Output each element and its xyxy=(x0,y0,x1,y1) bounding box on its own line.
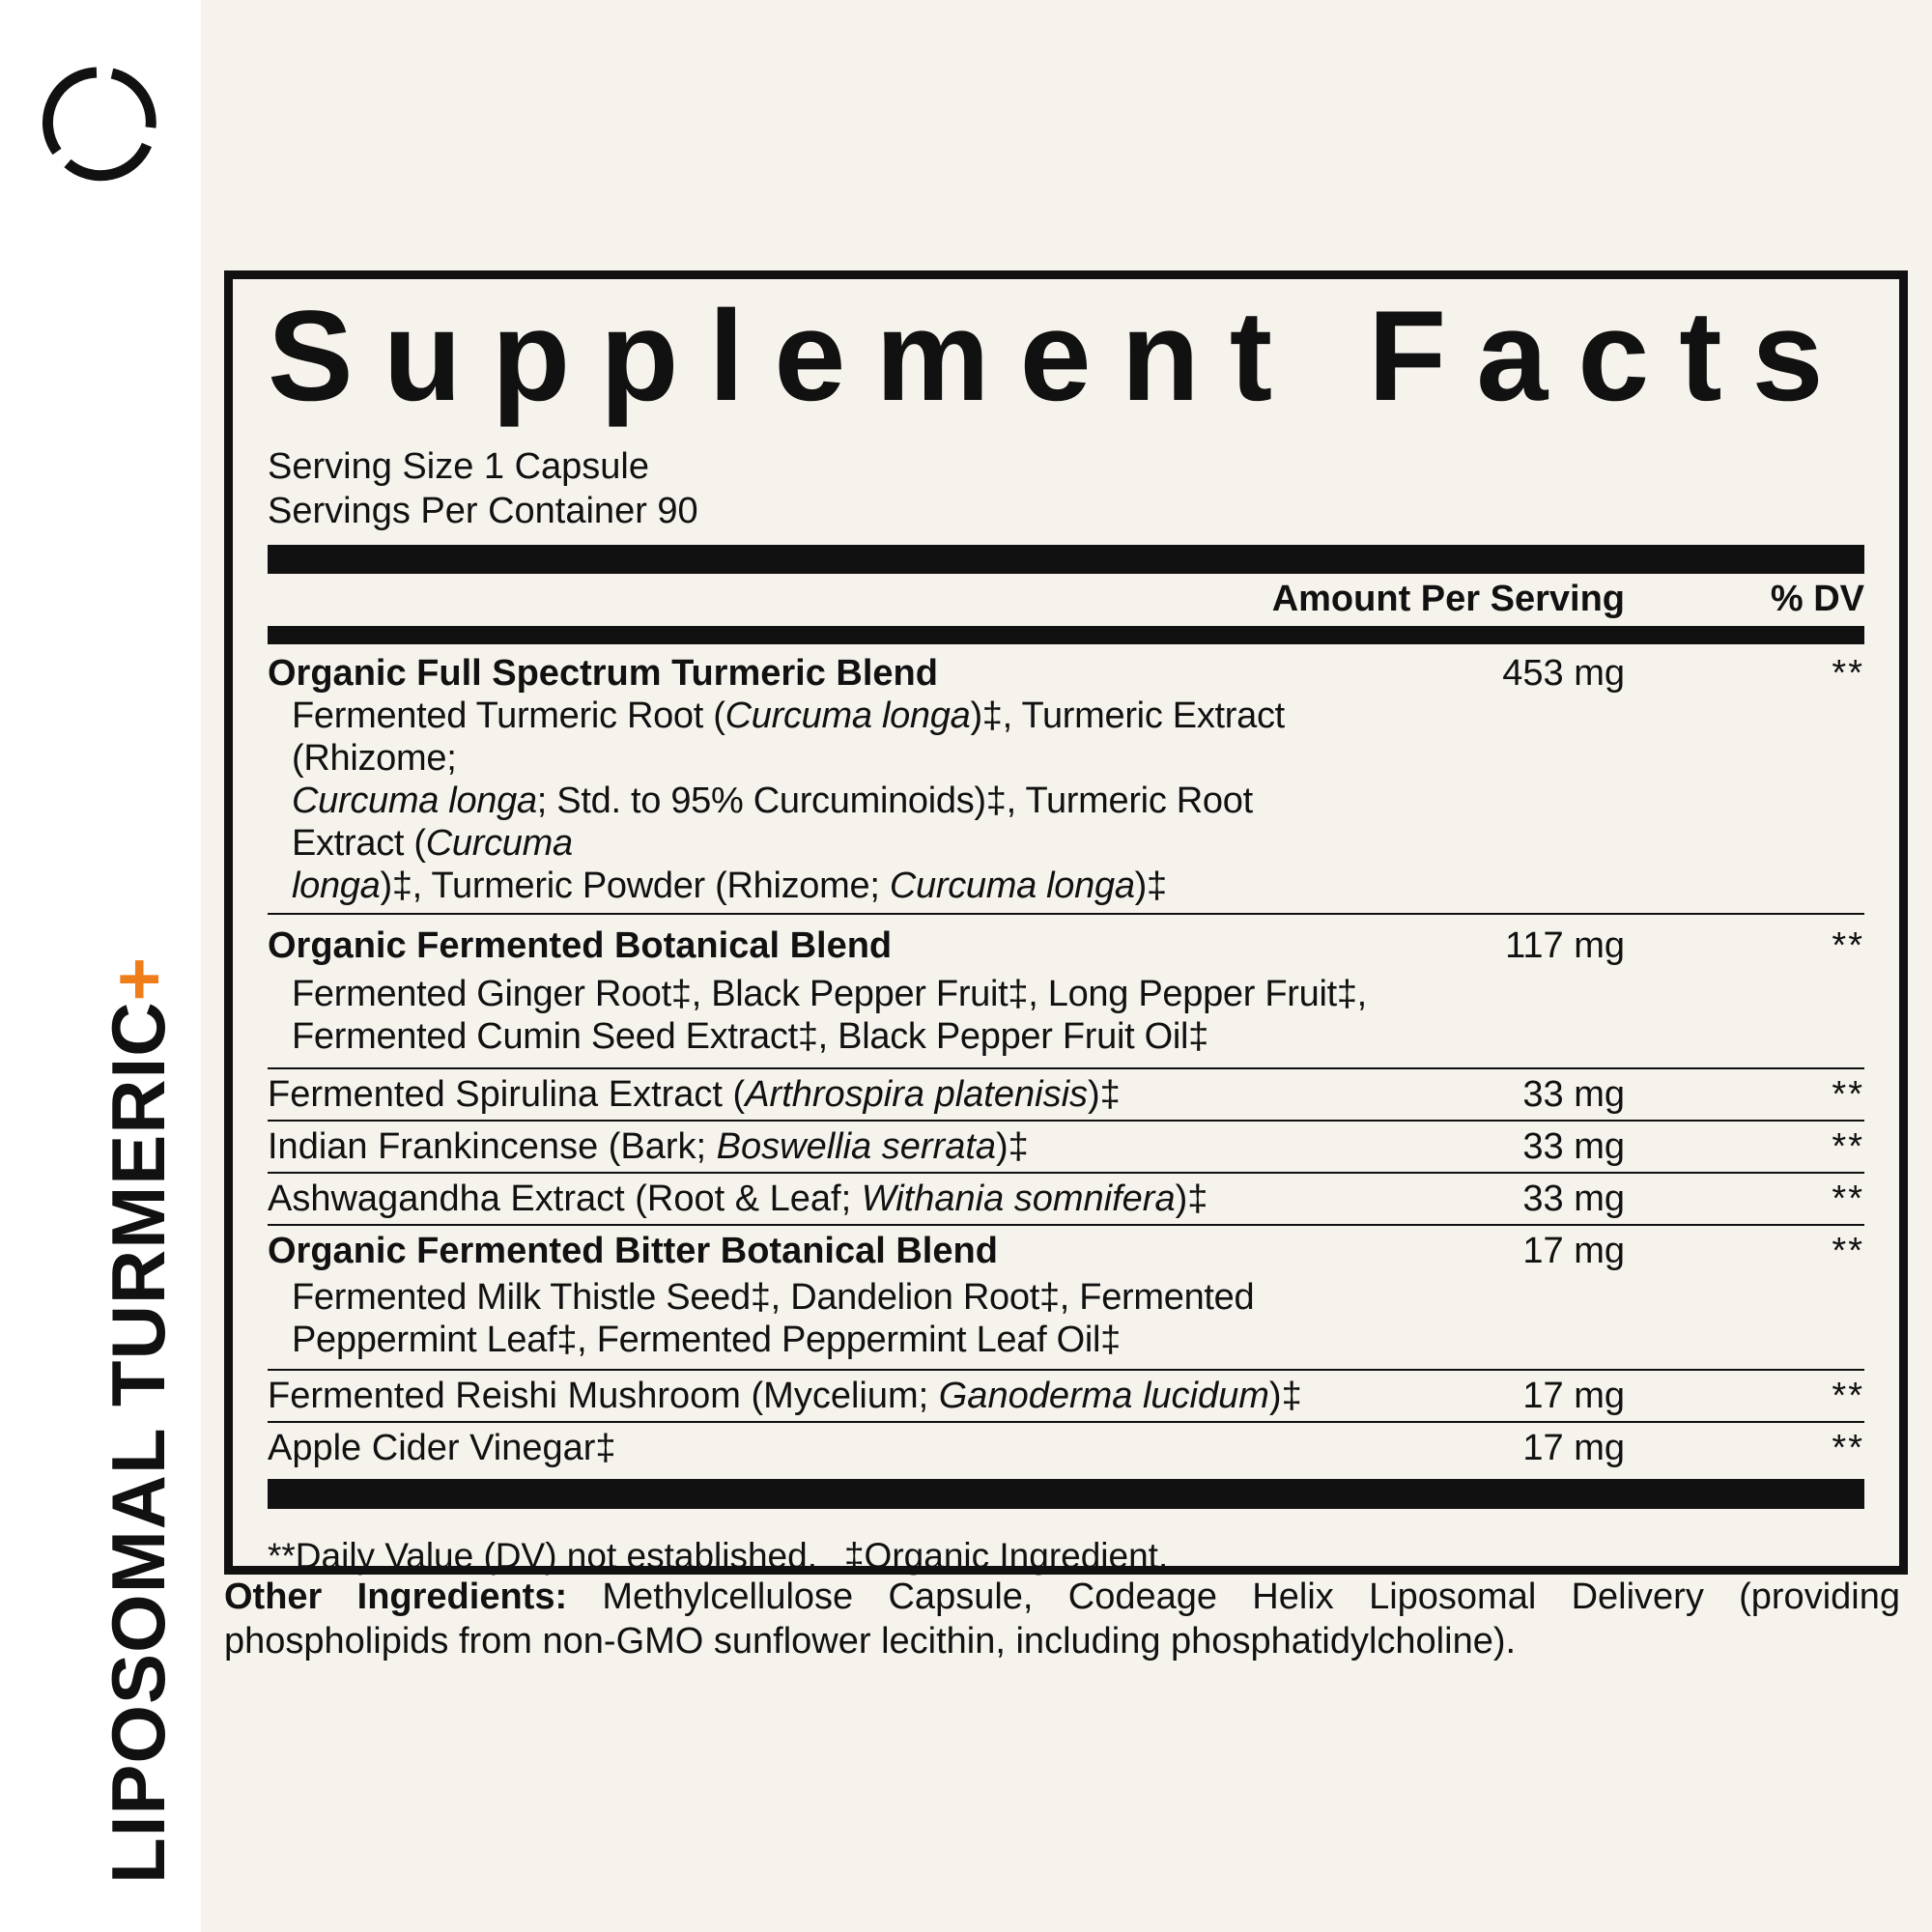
ingredient-amount: 17 mg xyxy=(1522,1230,1625,1271)
ingredient-name: Fermented Spirulina Extract (Arthrospira platenisis)‡ xyxy=(268,1073,1121,1115)
ingredient-amount: 33 mg xyxy=(1522,1073,1625,1115)
footnote-organic: ‡Organic Ingredient. xyxy=(843,1535,1169,1576)
plus-mark: + xyxy=(96,955,181,1002)
ingredient-row xyxy=(268,1174,1864,1226)
ingredient-amount: 17 mg xyxy=(1522,1427,1625,1468)
ingredient-row xyxy=(268,1069,1864,1122)
ingredient-row xyxy=(268,915,1864,1069)
ingredient-row xyxy=(268,1371,1864,1423)
ingredient-dv: ** xyxy=(1832,1178,1864,1219)
other-ingredients xyxy=(224,1575,1900,1663)
column-header xyxy=(268,574,1864,626)
brand-sidebar xyxy=(0,0,201,1932)
ingredient-dv: ** xyxy=(1832,1230,1864,1271)
header-dv: % DV xyxy=(1770,579,1864,620)
ingredient-dv: ** xyxy=(1832,1073,1864,1115)
product-name-vertical xyxy=(96,955,181,1884)
divider-thick xyxy=(268,545,1864,574)
ingredient-row xyxy=(268,644,1864,915)
ingredient-row xyxy=(268,1226,1864,1371)
ingredient-name: Fermented Reishi Mushroom (Mycelium; Ganoderma lucidum)‡ xyxy=(268,1375,1302,1416)
ingredient-sub: Fermented Ginger Root‡, Black Pepper Fruit‡, Long Pepper Fruit‡, Fermented Cumin Seed Extract‡, Black Pepper Fruit Oil‡ xyxy=(292,973,1367,1057)
ingredient-amount: 117 mg xyxy=(1505,924,1625,966)
ingredient-amount: 33 mg xyxy=(1522,1125,1625,1167)
ingredient-amount: 33 mg xyxy=(1522,1178,1625,1219)
serving-size: Serving Size 1 Capsule xyxy=(268,445,649,487)
brand-ring-logo-icon xyxy=(39,60,164,185)
ingredient-dv: ** xyxy=(1832,1375,1864,1416)
ingredient-dv: ** xyxy=(1832,924,1864,966)
ingredient-name: Organic Fermented Botanical Blend xyxy=(268,924,893,966)
ingredient-amount: 453 mg xyxy=(1502,652,1625,694)
supplement-facts-panel xyxy=(224,270,1908,1575)
ingredient-name: Ashwagandha Extract (Root & Leaf; Withania somnifera)‡ xyxy=(268,1178,1208,1219)
ingredient-dv: ** xyxy=(1832,1427,1864,1468)
header-amount: Amount Per Serving xyxy=(1271,579,1625,620)
panel-title: Supplement Facts xyxy=(268,285,1854,428)
divider-bottom xyxy=(268,1479,1864,1509)
ingredient-dv: ** xyxy=(1832,652,1864,694)
ingredient-row xyxy=(268,1423,1864,1479)
ingredient-name: Organic Fermented Bitter Botanical Blend xyxy=(268,1230,998,1271)
ingredient-dv: ** xyxy=(1832,1125,1864,1167)
footnotes xyxy=(268,1536,1864,1577)
ingredient-sub: Fermented Milk Thistle Seed‡, Dandelion Root‡, Fermented Peppermint Leaf‡, Fermented Peppermint Leaf Oil‡ xyxy=(292,1276,1255,1360)
serving-info xyxy=(268,444,1864,533)
product-name-text: LIPOSOMAL TURMERIC xyxy=(96,1001,181,1884)
divider-mid xyxy=(268,626,1864,644)
ingredient-sub: Fermented Turmeric Root (Curcuma longa)‡, Turmeric Extract (Rhizome; Curcuma longa; Std. to 95% Curcuminoids)‡, Turmeric Root Extract (Curcuma longa)‡, Turmeric Powder (Rhizome; Curcuma longa)‡ xyxy=(292,695,1285,906)
ingredient-amount: 17 mg xyxy=(1522,1375,1625,1416)
ingredient-name: Indian Frankincense (Bark; Boswellia serrata)‡ xyxy=(268,1125,1029,1167)
ingredient-row xyxy=(268,1122,1864,1174)
servings-per-container: Servings Per Container 90 xyxy=(268,490,698,531)
other-ingredients-text: Methylcellulose Capsule, Codeage Helix Liposomal Delivery (providing phospholipids from non-GMO sunflower lecithin, including phosphatidylcholine). xyxy=(224,1577,1900,1662)
ingredient-name: Apple Cider Vinegar‡ xyxy=(268,1427,616,1468)
other-ingredients-label: Other Ingredients: xyxy=(224,1577,568,1617)
ingredient-name: Organic Full Spectrum Turmeric Blend xyxy=(268,652,938,694)
footnote-dv: **Daily Value (DV) not established. xyxy=(268,1535,817,1576)
